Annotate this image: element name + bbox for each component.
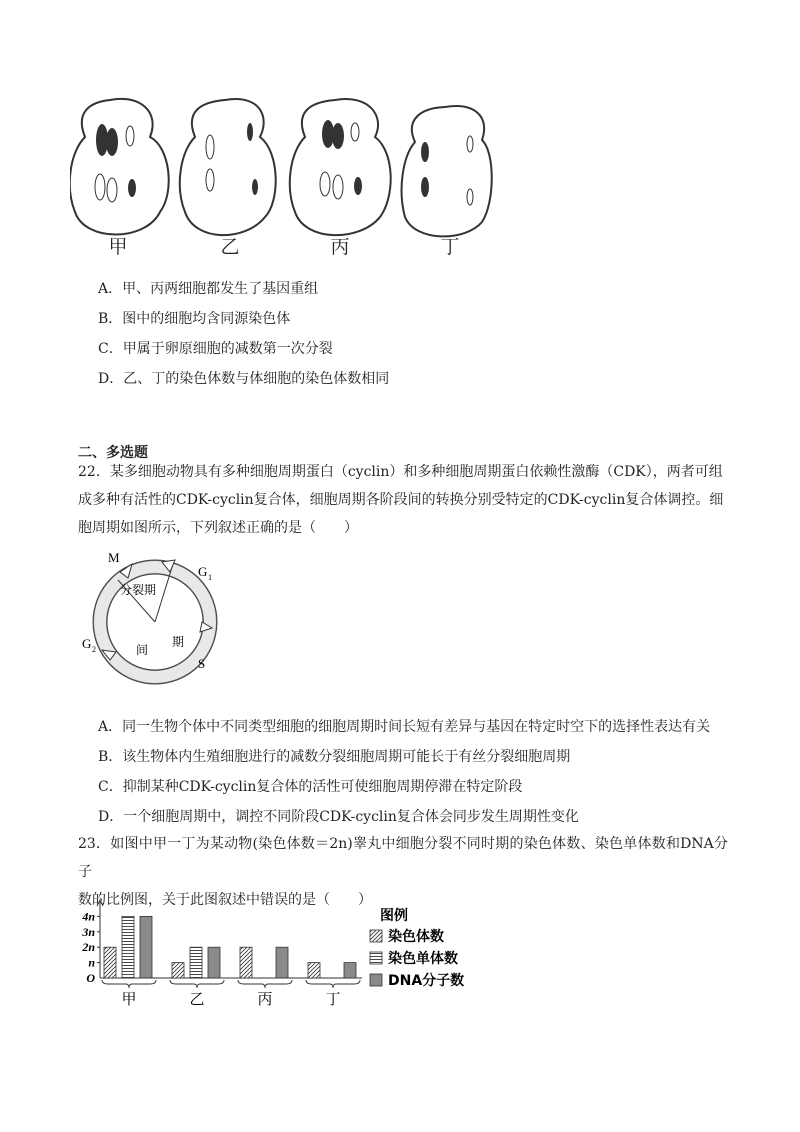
category-label: 丙 [257, 990, 273, 1008]
legend-swatch [370, 974, 382, 986]
bar-0-0 [104, 947, 116, 978]
cell-bing [290, 99, 391, 235]
q21-option-a: A．甲、丙两细胞都发生了基因重组 [98, 281, 319, 297]
legend-swatch [370, 952, 382, 964]
q22-option-c: C．抑制某种CDK-cyclin复合体的活性可使细胞周期停滞在特定阶段 [98, 779, 523, 795]
q21-option-d: D．乙、丁的染色体数与体细胞的染色体数相同 [98, 371, 390, 387]
bar-2-0 [240, 947, 252, 978]
bar-chart [72, 898, 492, 1010]
label-g2: G [82, 636, 92, 651]
y-tick-label: n [88, 955, 95, 970]
q22-option-a: A．同一生物个体中不同类型细胞的细胞周期时间长短有差异与基因在特定时空下的选择性表达有关 [98, 719, 711, 735]
legend-title: 图例 [380, 908, 408, 924]
bar-3-2 [344, 963, 356, 978]
q22-stem-line: 成多种有活性的CDK-cyclin复合体，细胞周期各阶段间的转换分别受特定的CDK-cyclin复合体调控。细 [78, 492, 724, 508]
category-brace [306, 980, 360, 988]
legend-label: 染色单体数 [388, 951, 458, 967]
q22-stem-line: 22．某多细胞动物具有多种细胞周期蛋白（cyclin）和多种细胞周期蛋白依赖性激酶（CDK），两者可组 [78, 464, 723, 480]
q21-option-c: C．甲属于卵原细胞的减数第一次分裂 [98, 341, 333, 357]
section-title: 二、多选题 [78, 445, 148, 461]
bar-3-0 [308, 963, 320, 978]
legend-label: 染色体数 [388, 929, 444, 945]
q22-option-d: D．一个细胞周期中，调控不同阶段CDK-cyclin复合体会同步发生周期性变化 [98, 809, 579, 825]
cell-label-yi: 乙 [220, 236, 240, 258]
y-tick-label: 3n [82, 924, 95, 939]
cell-division-figure [70, 92, 500, 252]
y-tick-label: 2n [82, 940, 95, 955]
q23-stem-line: 23．如图中甲一丁为某动物(染色体数＝2n)睾丸中细胞分裂不同时期的染色体数、染色单体数和DNA分子 [78, 836, 728, 880]
cell-label-bing: 丙 [330, 236, 350, 258]
label-division-phase: 分裂期 [120, 583, 157, 597]
q21-option-b: B．图中的细胞均含同源染色体 [98, 311, 291, 327]
q22-stem [78, 458, 728, 542]
cell-ding [402, 106, 492, 236]
category-brace [102, 980, 156, 988]
q22-stem-line: 胞周期如图所示，下列叙述正确的是（ ） [78, 520, 358, 536]
q23-stem-line: 数的比例图，关于此图叙述中错误的是（ ） [78, 892, 372, 908]
label-g1-sub: 1 [208, 573, 212, 582]
legend-label: DNA分子数 [388, 973, 465, 989]
cell-label-ding: 丁 [440, 236, 460, 258]
label-interphase-b: 期 [172, 635, 185, 649]
cell-label-jia: 甲 [108, 236, 128, 258]
category-label: 乙 [189, 990, 205, 1008]
bar-1-1 [190, 947, 202, 978]
label-g2-sub: 2 [92, 645, 96, 654]
bar-1-2 [208, 947, 220, 978]
y-tick-label: 4n [82, 909, 95, 924]
label-g1: G [198, 564, 208, 579]
q22-option-b: B．该生物体内生殖细胞进行的减数分裂细胞周期可能长于有丝分裂细胞周期 [98, 749, 571, 765]
label-s: S [198, 656, 206, 671]
y-tick-label: O [86, 971, 95, 985]
cell-yi [180, 99, 276, 235]
label-interphase-a: 间 [136, 643, 149, 657]
category-brace [170, 980, 224, 988]
bar-1-0 [172, 963, 184, 978]
cell-jia [70, 99, 169, 235]
bar-0-1 [122, 916, 134, 978]
legend-swatch [370, 930, 382, 942]
bar-0-2 [140, 916, 152, 978]
category-label: 丁 [325, 990, 341, 1008]
label-m: M [108, 550, 120, 565]
category-label: 甲 [121, 990, 137, 1008]
cell-cycle-diagram [80, 550, 220, 685]
bar-2-2 [276, 947, 288, 978]
category-brace [238, 980, 292, 988]
